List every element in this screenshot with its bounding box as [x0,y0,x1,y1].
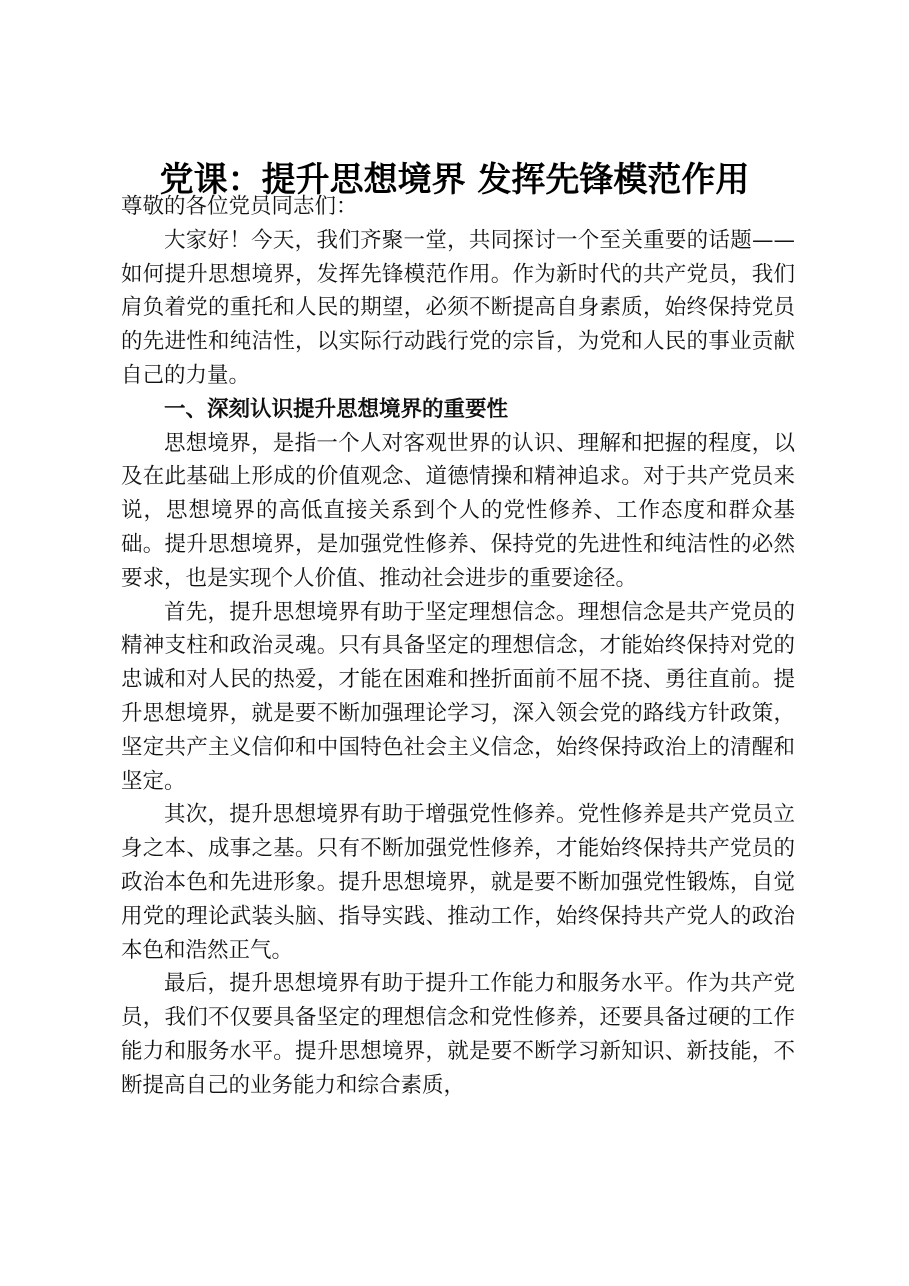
document-body [121,190,795,1103]
section-heading-1: 一、深刻认识提升思想境界的重要性 [164,396,509,422]
document-title: 党课：提升思想境界 发挥先锋模范作用 [159,160,750,200]
paragraph-second-point: 其次，提升思想境界有助于增强党性修养。党性修养是共产党员立身之本、成事之基。只有不断加强党性修养，才能始终保持共产党员的政治本色和先进形象。提升思想境界，就是要不断加强党性锻炼，自觉用党的理论武装头脑、指导实践、推动工作，始终保持共产党人的政治本色和浩然正气。 [121,802,795,963]
paragraph-intro: 大家好！今天，我们齐聚一堂，共同探讨一个至关重要的话题——如何提升思想境界，发挥先锋模范作用。作为新时代的共产党员，我们肩负着党的重托和人民的期望，必须不断提高自身素质，始终保持党员的先进性和纯洁性，以实际行动践行党的宗旨，为党和人民的事业贡献自己的力量。 [121,227,795,388]
salutation: 尊敬的各位党员同志们： [121,194,358,219]
paragraph-first-point: 首先，提升思想境界有助于坚定理想信念。理想信念是共产党员的精神支柱和政治灵魂。只有具备坚定的理想信念，才能始终保持对党的忠诚和对人民的热爱，才能在困难和挫折面前不屈不挠、勇往直前。提升思想境界，就是要不断加强理论学习，深入领会党的路线方针政策，坚定共产主义信仰和中国特色社会主义信念，始终保持政治上的清醒和坚定。 [121,599,795,794]
paragraph-last-point: 最后，提升思想境界有助于提升工作能力和服务水平。作为共产党员，我们不仅要具备坚定的理想信念和党性修养，还要具备过硬的工作能力和服务水平。提升思想境界，就是要不断学习新知识、新技能，不断提高自己的业务能力和综合素质， [121,971,795,1098]
paragraph-definition: 思想境界，是指一个人对客观世界的认识、理解和把握的程度，以及在此基础上形成的价值观念、道德情操和精神追求。对于共产党员来说，思想境界的高低直接关系到个人的党性修养、工作态度和群众基础。提升思想境界，是加强党性修养、保持党的先进性和纯洁性的必然要求，也是实现个人价值、推动社会进步的重要途径。 [121,430,795,591]
